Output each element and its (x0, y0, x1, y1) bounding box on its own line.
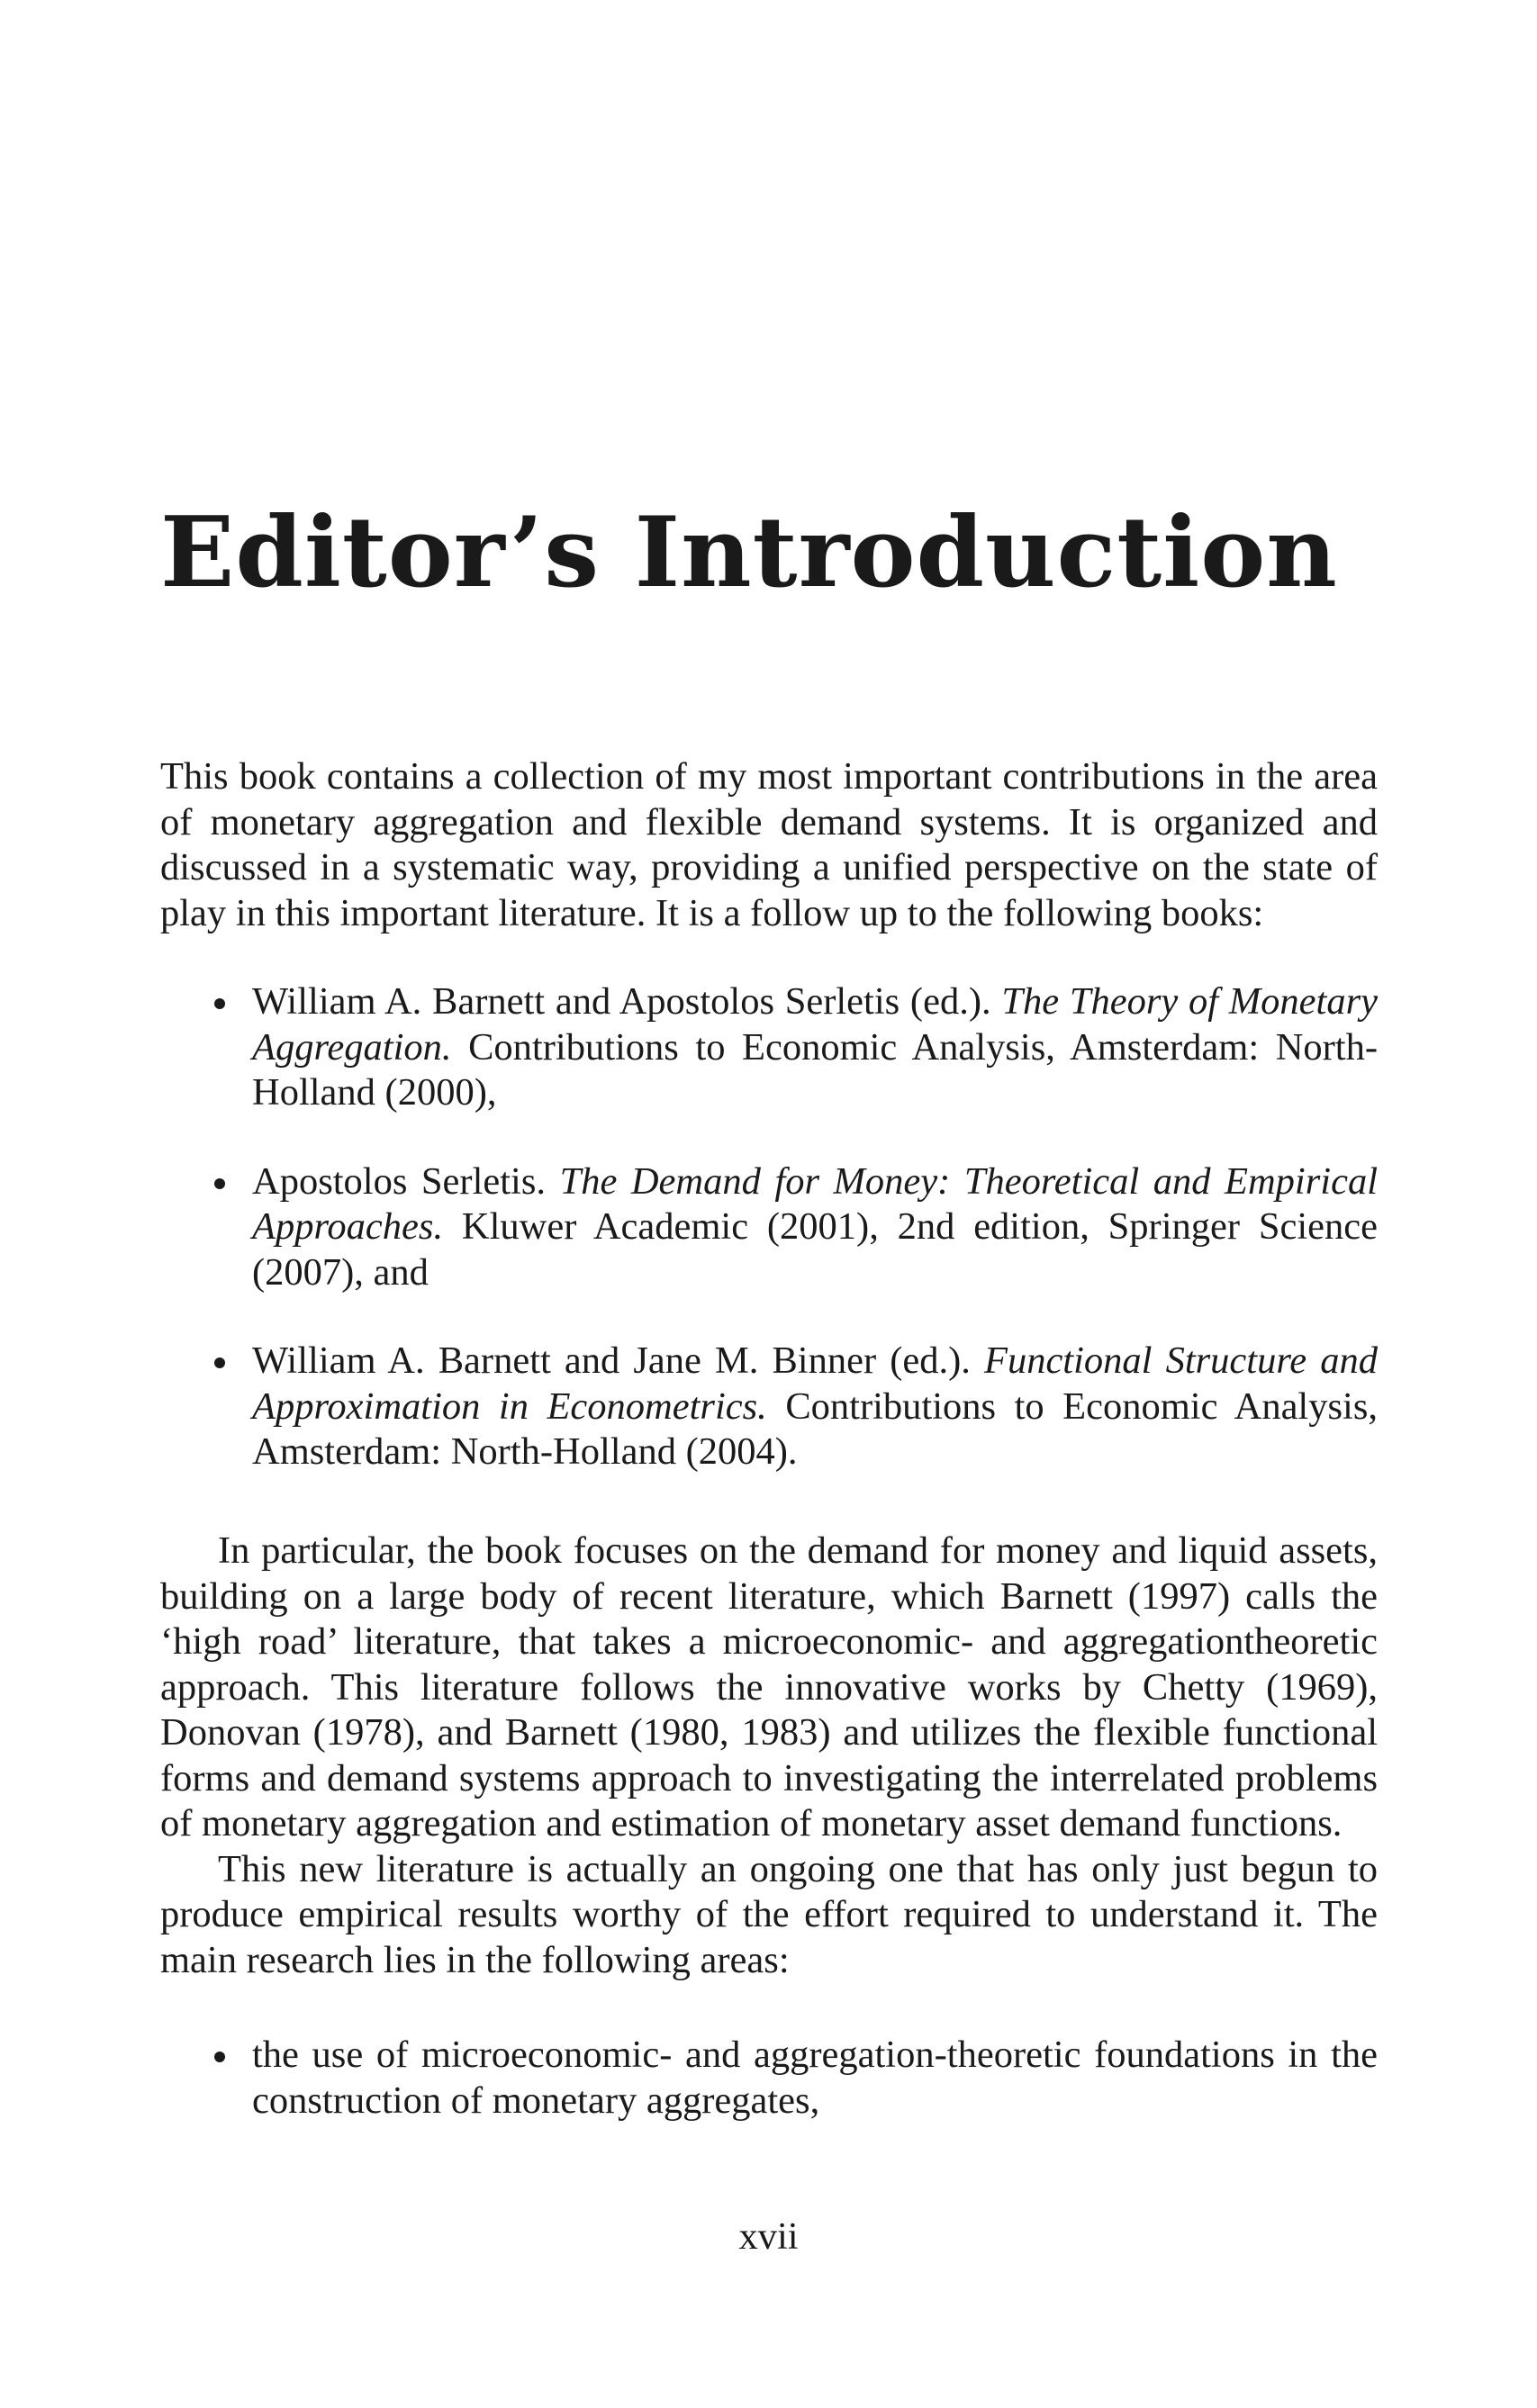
book-item (252, 979, 1378, 1116)
new-literature-paragraph: This new literature is actually an ongoing one that has only just begun to produce empirical results worthy of the effort required to understand it. The main research lies in the following areas: (160, 1847, 1378, 1981)
intro-paragraph: This book contains a collection of my most important contributions in the area of monetary aggregation and flexible demand systems. It is organized and discussed in a systematic way, providing a unified perspective on the state of play in this important literature. It is a follow up to the following books: (160, 755, 1378, 934)
book-details: Contributions to Economic Analysis, Amsterdam: North-Holland (2004). (252, 1384, 1378, 1473)
research-areas-list (252, 2033, 1378, 2124)
book-title: The Demand for Money: Theoretical and Empirical Approaches. (252, 1159, 1378, 1248)
book-authors: William A. Barnett and Jane M. Binner (ed.). (252, 1339, 971, 1382)
book-item (252, 1339, 1378, 1475)
book-item (252, 1159, 1378, 1296)
intro-section (160, 754, 1378, 936)
research-area-item (252, 2033, 1378, 2124)
research-area-text: the use of microeconomic- and aggregation-theoretic foundations in the construction of monetary aggregates, (252, 2034, 1378, 2122)
book-title: Functional Structure and Approximation in Econometrics. (252, 1339, 1379, 1428)
bullet-icon (214, 998, 225, 1009)
books-list (252, 979, 1378, 1475)
bullet-icon (214, 1357, 225, 1368)
book-title: The Theory of Monetary Aggregation. (252, 980, 1379, 1069)
page-number: xvii (738, 2215, 799, 2258)
chapter-title: Editor’s Introduction (160, 496, 1338, 609)
book-details: Kluwer Academic (2001), 2nd edition, Springer Science (2007), and (252, 1205, 1378, 1294)
bullet-icon (214, 2052, 225, 2062)
main-text-section (160, 1529, 1378, 1983)
focus-paragraph: In particular, the book focuses on the demand for money and liquid assets, building on a large body of recent literature, which Barnett (1997) calls the ‘high road’ literature, that takes a microeconomic- and aggregationtheoretic approach. This literature follows the innovative works by Chetty (1969), Donovan (1978), and Barnett (1980, 1983) and utilizes the flexible functional forms and demand systems approach to investigating the interrelated problems of monetary aggregation and estimation of monetary asset demand functions. (160, 1529, 1378, 1844)
book-details: Contributions to Economic Analysis, Amsterdam: North-Holland (2000), (252, 1025, 1379, 1114)
bullet-icon (214, 1178, 225, 1189)
book-authors: Apostolos Serletis. (252, 1159, 547, 1203)
book-authors: William A. Barnett and Apostolos Serletis (ed.). (252, 980, 991, 1023)
